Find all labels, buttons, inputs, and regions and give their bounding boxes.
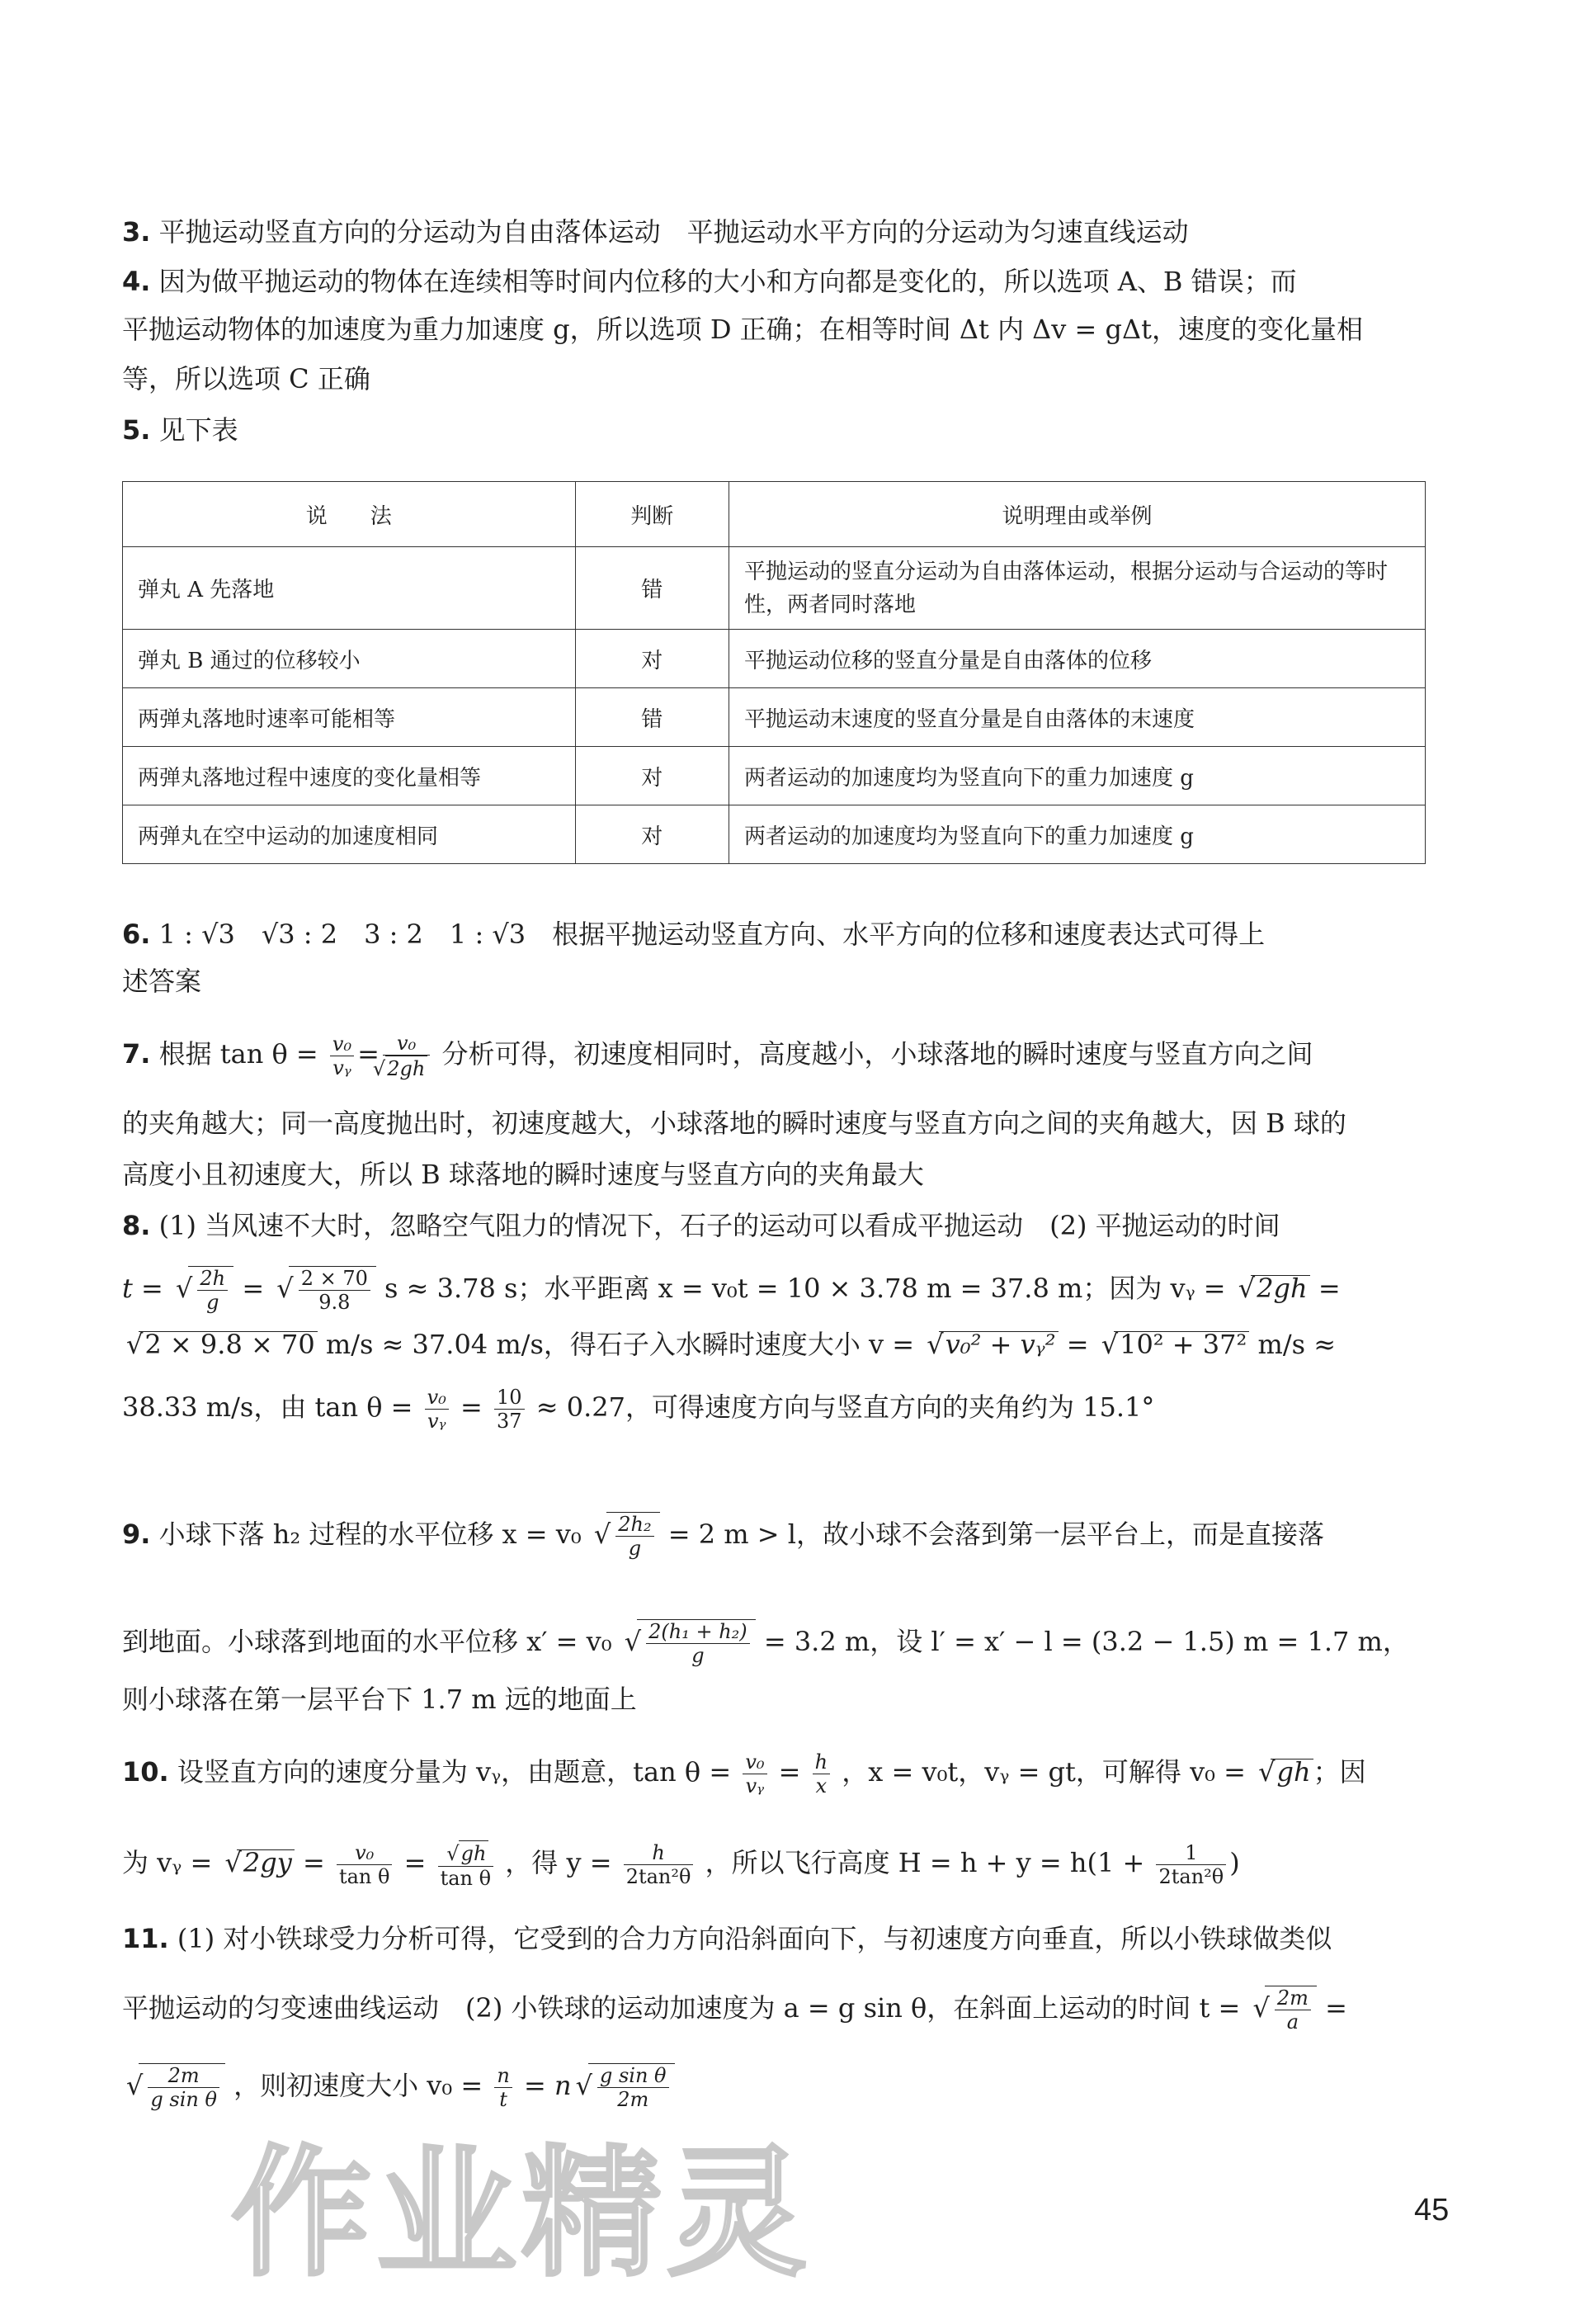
question-5: 5. 见下表 [122, 414, 238, 446]
question-4-line3: 等，所以选项 C 正确 [122, 363, 370, 394]
fraction: $\frac{\text{v₀}}{\text{vᵧ}}$ [330, 1032, 354, 1079]
table-row [123, 688, 1426, 747]
question-8-line4: 38.33 m/s，由 tan θ = $\frac{\text{v₀}}{\text{vᵧ}}$ = $\frac{10}{37}$ ≈ 0.27，可得速度方向与竖直方向的夹角约为 15.1° [122, 1386, 1155, 1433]
table-cell: 弹丸 B 通过的位移较小 [123, 630, 576, 688]
table-cell: 两者运动的加速度均为竖直向下的重力加速度 g [729, 747, 1426, 805]
question-11: 11. (1) 对小铁球受力分析可得，它受到的合力方向沿斜面向下，与初速度方向垂直，所以小铁球做类似 [122, 1923, 1332, 1954]
table-row [123, 747, 1426, 805]
table-row [123, 630, 1426, 688]
table-cell: 两弹丸落地过程中速度的变化量相等 [123, 747, 576, 805]
question-11-line2: 平抛运动的匀变速曲线运动 (2) 小铁球的运动加速度为 a = g sin θ，在斜面上运动的时间 t = √ $\frac{2m}{a}$ = [122, 1984, 1426, 2034]
question-6-line2: 述答案 [122, 966, 202, 997]
question-8-line3: √ 2 × 9.8 × 70 m/s ≈ 37.04 m/s，得石子入水瞬时速度大小 v = √ v₀² + vᵧ² = √ 10² + 37² m/s ≈ [122, 1320, 1426, 1368]
table-cell: 平抛运动位移的竖直分量是自由落体的位移 [729, 630, 1426, 688]
table-cell: 两弹丸落地时速率可能相等 [123, 688, 576, 747]
fraction: v₀ √ 2gh [383, 1032, 430, 1081]
question-4: 4. 因为做平抛运动的物体在连续相等时间内位移的大小和方向都是变化的，所以选项 A、B 错误；而 [122, 266, 1297, 297]
question-9: 9. 小球下落 h₂ 过程的水平位移 x = v₀ √ $\frac{\text{2h₂}}{g}$ = 2 m > l，故小球不会落到第一层平台上，而是直接落 [122, 1510, 1426, 1560]
table-cell: 错 [575, 547, 729, 630]
question-9-line3: 则小球落在第一层平台下 1.7 m 远的地面上 [122, 1684, 637, 1715]
table-row [123, 805, 1426, 864]
table-cell: 对 [575, 630, 729, 688]
table-cell: 两弹丸在空中运动的加速度相同 [123, 805, 576, 864]
table-header: 判断 [575, 482, 729, 547]
page-number: 45 [1414, 2193, 1450, 2227]
table-cell: 平抛运动末速度的竖直分量是自由落体的末速度 [729, 688, 1426, 747]
question-10: 10. 设竖直方向的速度分量为 vᵧ，由题意，tan θ = $\frac{\text{v₀}}{\text{vᵧ}}$ = $\frac{h}{x}$ ，x = v₀t，vᵧ = gt，可解得 v₀ = √ gh；因 [122, 1748, 1426, 1797]
question-11-line3: √ $\frac{2m}{\text{g sin θ}}$ ，则初速度大小 v₀ = $\frac{n}{t}$ = n √ $\frac{\text{g sin θ}}{2m}$ [122, 2062, 1426, 2111]
table-header-row [123, 482, 1426, 547]
table-cell: 平抛运动的竖直分运动为自由落体运动，根据分运动与合运动的等时性，两者同时落地 [729, 547, 1426, 630]
question-7-line2: 的夹角越大；同一高度抛出时，初速度越大，小球落地的瞬时速度与竖直方向之间的夹角越大，因 B 球的 [122, 1108, 1346, 1139]
question-7: 7. 根据 tan θ = $\frac{\text{v₀}}{\text{vᵧ}}$ = v₀ √ 2gh 分析可得，初速度相同时，高度越小，小球落地的瞬时速度与竖直方向之间 [122, 1030, 1426, 1081]
table-cell: 两者运动的加速度均为竖直向下的重力加速度 g [729, 805, 1426, 864]
question-6: 6. 1 : √3 √3 : 2 3 : 2 1 : √3 根据平抛运动竖直方向、水平方向的位移和速度表达式可得上 [122, 919, 1266, 950]
question-3: 3. 平抛运动竖直方向的分运动为自由落体运动 平抛运动水平方向的分运动为匀速直线运动 [122, 216, 1189, 248]
question-4-line2: 平抛运动物体的加速度为重力加速度 g，所以选项 D 正确；在相等时间 Δt 内 Δv = gΔt，速度的变化量相 [122, 314, 1363, 345]
watermark: 作业精灵 [231, 2133, 813, 2296]
table-row [123, 547, 1426, 630]
question-7-line3: 高度小且初速度大，所以 B 球落地的瞬时速度与竖直方向的夹角最大 [122, 1159, 924, 1190]
question-10-line2: 为 vᵧ = √ 2gy = $\frac{\text{v₀}}{\text{tan θ}}$ = √ $\frac{gh}{\text{tan θ}}$ ，得 y = $\frac{h}{\text{2tan²θ}}$ ，所以飞行高度 H = h + y = h(1 + $\frac{1}{\text{2tan²θ}}$ ) [122, 1839, 1426, 1890]
table-cell: 对 [575, 805, 729, 864]
answer-table [122, 481, 1426, 864]
question-8: 8. (1) 当风速不大时，忽略空气阻力的情况下，石子的运动可以看成平抛运动 (2) 平抛运动的时间 [122, 1210, 1280, 1241]
table-header: 说明理由或举例 [729, 482, 1426, 547]
question-8-line2: t = √ $\frac{2h}{g}$ = √ $\frac{2 \times 70}{9.8}$ s ≈ 3.78 s；水平距离 x = v₀t = 10 × 3.78 m = 37.8 m；因为 vᵧ = √ 2gh = [122, 1264, 1426, 1314]
table-cell: 错 [575, 688, 729, 747]
table-header: 说 法 [123, 482, 576, 547]
table-cell: 对 [575, 747, 729, 805]
table-cell: 弹丸 A 先落地 [123, 547, 576, 630]
question-9-line2: 到地面。小球落到地面的水平位移 x′ = v₀ √ $\frac{\text{2(h₁ + h₂)}}{g}$ = 3.2 m，设 l′ = x′ − l = (3.2 − 1.5) m = 1.7 m， [122, 1618, 1426, 1667]
